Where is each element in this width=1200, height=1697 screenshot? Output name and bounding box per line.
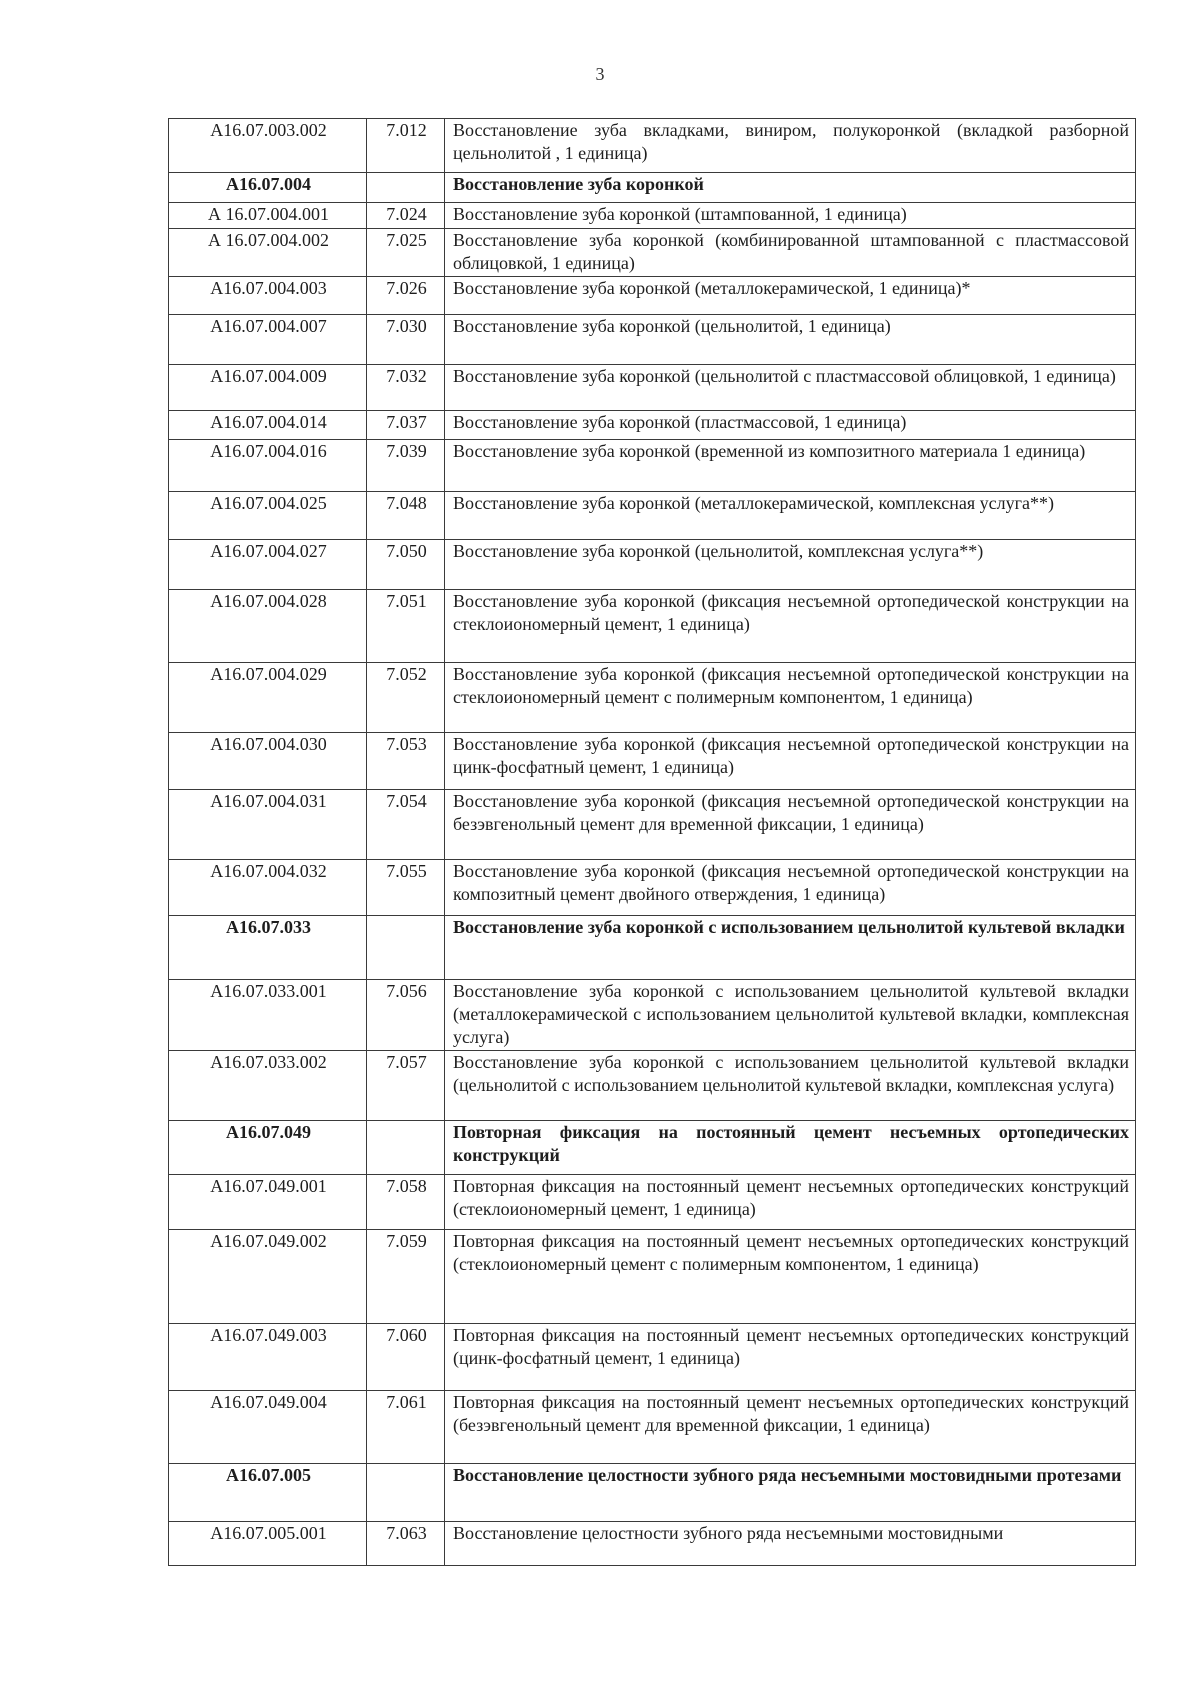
table-row: [169, 1391, 1136, 1464]
service-code-cell: A16.07.005.001: [169, 1522, 367, 1566]
table-row: [169, 440, 1136, 492]
service-description-cell: Повторная фиксация на постоянный цемент несъемных ортопедических конструкций (стеклоиономерный цемент с полимерным компонентом, 1 единица): [445, 1230, 1136, 1324]
service-description-cell: Восстановление зуба коронкой (временной из композитного материала 1 единица): [445, 440, 1136, 492]
tariff-number-cell: 7.012: [367, 119, 445, 173]
service-code-cell: A16.07.004.029: [169, 663, 367, 733]
service-description-cell: Повторная фиксация на постоянный цемент несъемных ортопедических конструкций: [445, 1121, 1136, 1175]
tariff-number-cell: 7.056: [367, 980, 445, 1051]
page-number: 3: [595, 64, 605, 84]
service-description-cell: Восстановление зуба коронкой (пластмассовой, 1 единица): [445, 411, 1136, 440]
table-row: [169, 229, 1136, 277]
table-row: [169, 733, 1136, 790]
service-code-cell: A16.07.004.003: [169, 277, 367, 315]
table-row: [169, 119, 1136, 173]
service-description-cell: Восстановление зуба коронкой: [445, 173, 1136, 203]
table-row: [169, 1522, 1136, 1566]
tariff-number-cell: 7.057: [367, 1051, 445, 1121]
table-row: [169, 492, 1136, 540]
service-description-cell: Восстановление зуба коронкой (цельнолитой, 1 единица): [445, 315, 1136, 365]
tariff-number-cell: [367, 173, 445, 203]
table-row: [169, 790, 1136, 860]
table-group-row: [169, 173, 1136, 203]
tariff-number-cell: 7.032: [367, 365, 445, 411]
service-description-cell: Восстановление зуба коронкой с использованием цельнолитой культевой вкладки (цельнолитой с использованием цельнолитой культевой вкладки, комплексная услуга): [445, 1051, 1136, 1121]
services-table-body: [169, 119, 1136, 1566]
tariff-number-cell: 7.026: [367, 277, 445, 315]
service-code-cell: A16.07.004.016: [169, 440, 367, 492]
service-description-cell: Восстановление зуба вкладками, виниром, полукоронкой (вкладкой разборной цельнолитой , 1 единица): [445, 119, 1136, 173]
tariff-number-cell: 7.039: [367, 440, 445, 492]
service-code-cell: A16.07.049.001: [169, 1175, 367, 1230]
service-description-cell: Восстановление зуба коронкой (металлокерамической, комплексная услуга**): [445, 492, 1136, 540]
service-description-cell: Повторная фиксация на постоянный цемент несъемных ортопедических конструкций (безэвгенольный цемент для временной фиксации, 1 единица): [445, 1391, 1136, 1464]
service-description-cell: Восстановление зуба коронкой с использованием цельнолитой культевой вкладки: [445, 916, 1136, 980]
tariff-number-cell: 7.059: [367, 1230, 445, 1324]
service-description-cell: Восстановление целостности зубного ряда несъемными мостовидными протезами: [445, 1464, 1136, 1522]
service-code-cell: A16.07.005: [169, 1464, 367, 1522]
service-code-cell: A16.07.049.003: [169, 1324, 367, 1391]
table-group-row: [169, 1464, 1136, 1522]
service-code-cell: A16.07.004.007: [169, 315, 367, 365]
table-row: [169, 540, 1136, 590]
service-description-cell: Восстановление зуба коронкой (фиксация несъемной ортопедической конструкции на безэвгенольный цемент для временной фиксации, 1 единица): [445, 790, 1136, 860]
service-description-cell: Восстановление зуба коронкой (комбинированной штампованной с пластмассовой облицовкой, 1 единица): [445, 229, 1136, 277]
table-row: [169, 365, 1136, 411]
tariff-number-cell: 7.060: [367, 1324, 445, 1391]
service-description-cell: Восстановление зуба коронкой (фиксация несъемной ортопедической конструкции на стеклоиономерный цемент с полимерным компонентом, 1 единица): [445, 663, 1136, 733]
tariff-number-cell: [367, 916, 445, 980]
service-code-cell: A16.07.004.027: [169, 540, 367, 590]
table-row: [169, 315, 1136, 365]
service-description-cell: Восстановление зуба коронкой (фиксация несъемной ортопедической конструкции на цинк-фосфатный цемент, 1 единица): [445, 733, 1136, 790]
table-row: [169, 1175, 1136, 1230]
table-row: [169, 1051, 1136, 1121]
table-row: [169, 203, 1136, 229]
service-code-cell: A16.07.004: [169, 173, 367, 203]
service-description-cell: Восстановление целостности зубного ряда несъемными мостовидными: [445, 1522, 1136, 1566]
service-description-cell: Восстановление зуба коронкой (фиксация несъемной ортопедической конструкции на стеклоиономерный цемент, 1 единица): [445, 590, 1136, 663]
tariff-number-cell: 7.053: [367, 733, 445, 790]
tariff-number-cell: 7.030: [367, 315, 445, 365]
service-code-cell: A16.07.004.028: [169, 590, 367, 663]
service-code-cell: A16.07.049: [169, 1121, 367, 1175]
table-row: [169, 1324, 1136, 1391]
service-code-cell: A16.07.033.001: [169, 980, 367, 1051]
service-code-cell: А 16.07.004.001: [169, 203, 367, 229]
tariff-number-cell: [367, 1121, 445, 1175]
tariff-number-cell: 7.050: [367, 540, 445, 590]
tariff-number-cell: 7.058: [367, 1175, 445, 1230]
table-row: [169, 590, 1136, 663]
services-table: [168, 118, 1136, 1566]
service-code-cell: А 16.07.004.002: [169, 229, 367, 277]
tariff-number-cell: 7.061: [367, 1391, 445, 1464]
service-description-cell: Повторная фиксация на постоянный цемент несъемных ортопедических конструкций (стеклоиономерный цемент, 1 единица): [445, 1175, 1136, 1230]
tariff-number-cell: 7.063: [367, 1522, 445, 1566]
table-row: [169, 663, 1136, 733]
table-row: [169, 980, 1136, 1051]
tariff-number-cell: [367, 1464, 445, 1522]
table-row: [169, 860, 1136, 916]
service-code-cell: A16.07.004.032: [169, 860, 367, 916]
tariff-number-cell: 7.054: [367, 790, 445, 860]
service-code-cell: A16.07.004.014: [169, 411, 367, 440]
tariff-number-cell: 7.025: [367, 229, 445, 277]
tariff-number-cell: 7.024: [367, 203, 445, 229]
service-description-cell: Восстановление зуба коронкой с использованием цельнолитой культевой вкладки (металлокерамической с использованием цельнолитой культевой вкладки, комплексная услуга): [445, 980, 1136, 1051]
table-row: [169, 411, 1136, 440]
service-description-cell: Восстановление зуба коронкой (металлокерамической, 1 единица)*: [445, 277, 1136, 315]
service-code-cell: A16.07.003.002: [169, 119, 367, 173]
service-code-cell: A16.07.049.002: [169, 1230, 367, 1324]
service-description-cell: Повторная фиксация на постоянный цемент несъемных ортопедических конструкций (цинк-фосфатный цемент, 1 единица): [445, 1324, 1136, 1391]
table-group-row: [169, 1121, 1136, 1175]
service-code-cell: A16.07.004.009: [169, 365, 367, 411]
service-code-cell: A16.07.004.025: [169, 492, 367, 540]
service-code-cell: A16.07.049.004: [169, 1391, 367, 1464]
tariff-number-cell: 7.051: [367, 590, 445, 663]
tariff-number-cell: 7.052: [367, 663, 445, 733]
tariff-number-cell: 7.055: [367, 860, 445, 916]
service-code-cell: A16.07.004.030: [169, 733, 367, 790]
service-code-cell: A16.07.004.031: [169, 790, 367, 860]
service-description-cell: Восстановление зуба коронкой (цельнолитой, комплексная услуга**): [445, 540, 1136, 590]
tariff-number-cell: 7.048: [367, 492, 445, 540]
table-row: [169, 1230, 1136, 1324]
service-code-cell: A16.07.033: [169, 916, 367, 980]
table-group-row: [169, 916, 1136, 980]
service-description-cell: Восстановление зуба коронкой (штампованной, 1 единица): [445, 203, 1136, 229]
service-code-cell: A16.07.033.002: [169, 1051, 367, 1121]
service-description-cell: Восстановление зуба коронкой (цельнолитой с пластмассовой облицовкой, 1 единица): [445, 365, 1136, 411]
tariff-number-cell: 7.037: [367, 411, 445, 440]
service-description-cell: Восстановление зуба коронкой (фиксация несъемной ортопедической конструкции на композитный цемент двойного отверждения, 1 единица): [445, 860, 1136, 916]
table-row: [169, 277, 1136, 315]
